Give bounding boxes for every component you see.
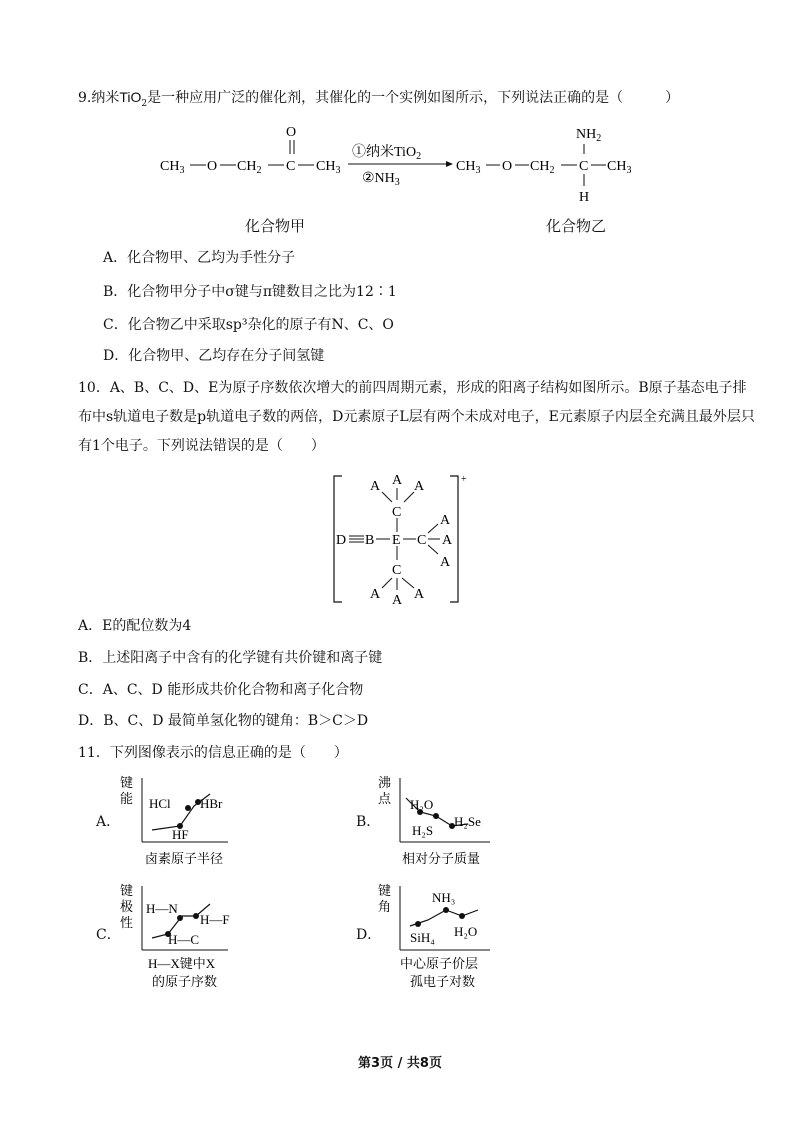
graph-d-letter: D． [356, 927, 382, 943]
svg-text:能: 能 [120, 791, 134, 806]
svg-text:C: C [286, 159, 296, 174]
graph-a [110, 772, 250, 882]
graph-a-label-hcl: HCl [149, 796, 171, 811]
svg-text:角: 角 [378, 899, 392, 914]
graph-d-label-nh3: NH₃ [432, 890, 456, 905]
compound-a-label: 化合物甲 [245, 217, 306, 235]
q11-stem: 11．下列图像表示的信息正确的是（ ） [78, 745, 348, 761]
q10-option-a: A．E的配位数为4 [78, 618, 192, 634]
q9-option-c: C．化合物乙中采取sp³杂化的原子有N、C、O [103, 317, 394, 333]
q9-reaction-scheme [0, 118, 800, 228]
graph-a-label-hf: HF [172, 827, 189, 842]
graph-d-label-sih4: SiH₄ [410, 930, 435, 945]
compound-b-label: 化合物乙 [546, 217, 607, 235]
svg-text:H: H [579, 190, 590, 205]
graph-c-label-hc: H—C [168, 932, 200, 947]
graph-b-xlabel: 相对分子质量 [402, 851, 481, 866]
svg-text:A: A [370, 587, 381, 602]
graph-d-point-nh3 [443, 907, 449, 913]
graph-c-label-hf: H—F [200, 912, 230, 927]
graph-a-point-hcl [185, 805, 191, 811]
q9-option-a: A．化合物甲、乙均为手性分子 [103, 250, 296, 266]
q10-stem: 10．A、B、C、D、E为原子序数依次增大的前四周期元素，形成的阳离子结构如图所示。B原子基态电子排布中s轨道电子数是p轨道电子数的两倍，D元素原子L层有两个未成对电子，E元素原子内层全充满且最外层只有1个电子。下列说法错误的是（ ） [78, 380, 755, 454]
svg-text:②NH3: $②NH_3$ [362, 171, 400, 188]
graph-b-label-h2s: H₂S [412, 823, 434, 838]
svg-text:CH2: $CH_2$ [530, 159, 555, 176]
graph-b-label-h2se: H₂Se [454, 814, 481, 829]
svg-text:A: A [442, 533, 453, 548]
q9-option-b: B．化合物甲分子中σ键与π键数目之比为12∶1 [103, 284, 397, 300]
graph-d-xlabel-2: 孤电子对数 [410, 974, 476, 989]
svg-text:O: O [286, 125, 297, 140]
svg-text:极: 极 [120, 899, 134, 914]
graph-b [370, 772, 510, 882]
svg-text:C: C [392, 505, 402, 520]
graph-b-label-h2o: H₂O [410, 797, 434, 812]
graph-c-point-hn [177, 915, 183, 921]
compound-b-structure [456, 127, 631, 205]
svg-text:CH3: $CH_3$ [456, 159, 481, 176]
graph-a-xlabel: 卤素原子半径 [145, 851, 224, 866]
graph-a-label-hbr: HBr [200, 796, 223, 811]
page-number-footer: 第3页 / 共8页 [358, 1056, 442, 1071]
graph-b-point-h2s [433, 813, 439, 819]
svg-text:A: A [414, 587, 425, 602]
svg-text:C: C [392, 563, 402, 578]
svg-text:键: 键 [378, 883, 392, 898]
graph-b-letter: B． [356, 814, 381, 830]
graph-c-xlabel-1: H—X键中X [148, 956, 216, 971]
svg-text:A: A [370, 479, 381, 494]
svg-text:①纳米TiO2: ①纳米TiO$_2$ [352, 145, 422, 162]
q10-cation-structure [330, 470, 490, 610]
svg-text:沸: 沸 [378, 775, 392, 790]
svg-text:+: + [461, 474, 467, 485]
svg-text:CH3: $CH_3$ [607, 159, 632, 176]
graph-d-label-h2o: H₂O [454, 924, 478, 939]
svg-text:A: A [440, 555, 451, 570]
svg-text:键: 键 [120, 883, 134, 898]
svg-text:A: A [392, 473, 403, 488]
q9-stem: 9.纳米TiO$_2$是一种应用广泛的催化剂，其催化的一个实例如图所示，下列说法正确的是（ ） [78, 89, 680, 109]
svg-text:C: C [417, 533, 427, 548]
compound-a-structure [160, 125, 340, 176]
svg-text:A: A [392, 593, 403, 608]
graph-c [110, 880, 260, 1000]
svg-text:A: A [414, 479, 425, 494]
graph-c-label-hn: H—N [146, 901, 178, 916]
graph-d-point-sih4 [415, 921, 421, 927]
svg-text:键: 键 [120, 775, 134, 790]
q10-option-d: D．B、C、D 最简单氢化物的键角：B＞C＞D [78, 713, 369, 729]
graph-c-xlabel-2: 的原子序数 [152, 974, 218, 989]
graph-c-letter: C． [96, 927, 121, 943]
graph-c-point-hf [193, 913, 199, 919]
svg-text:O: O [502, 159, 513, 174]
svg-text:NH2: $NH_2$ [576, 127, 602, 144]
graph-d [370, 880, 520, 1000]
svg-text:C: C [579, 159, 589, 174]
svg-text:A: A [440, 513, 451, 528]
svg-text:D: D [336, 533, 347, 548]
svg-text:E: E [392, 533, 401, 548]
reaction-arrow [348, 143, 453, 188]
graph-d-xlabel-1: 中心原子价层 [400, 956, 479, 971]
svg-text:CH2: $CH_2$ [237, 159, 262, 176]
q10-option-b: B．上述阳离子中含有的化学键有共价键和离子键 [78, 650, 383, 666]
svg-text:CH3: $CH_3$ [160, 159, 185, 176]
svg-text:点: 点 [378, 791, 392, 806]
graph-d-point-h2o [459, 913, 465, 919]
svg-text:B: B [365, 533, 375, 548]
svg-text:性: 性 [120, 915, 134, 930]
graph-a-letter: A． [96, 814, 121, 830]
svg-text:O: O [207, 159, 218, 174]
svg-text:CH3: $CH_3$ [316, 159, 341, 176]
q10-option-c: C．A、C、D 能形成共价化合物和离子化合物 [78, 682, 364, 698]
q9-option-d: D．化合物甲、乙均存在分子间氢键 [103, 348, 325, 364]
